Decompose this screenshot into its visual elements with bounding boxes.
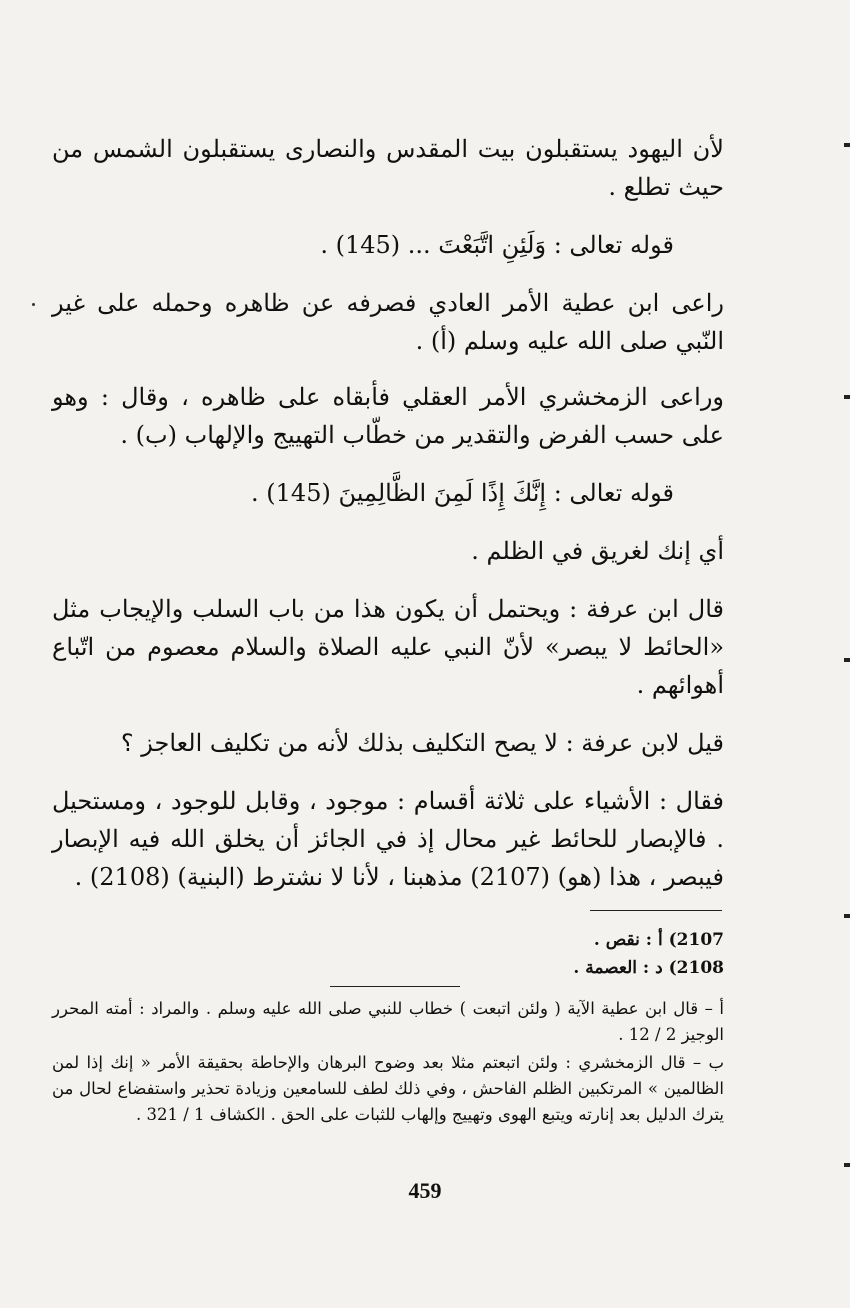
page-number: 459: [408, 1178, 442, 1203]
paragraph-3: راعى ابن عطية الأمر العادي فصرفه عن ظاهره وحمله على غير النّبي صلى الله عليه وسلم (أ) .: [52, 289, 724, 355]
margin-mark: [844, 658, 850, 662]
margin-mark: [844, 143, 850, 147]
paragraph-1: لأن اليهود يستقبلون بيت المقدس والنصارى يستقبلون الشمس من حيث تطلع .: [52, 135, 724, 201]
paragraph-8: قيل لابن عرفة : لا يصح التكليف بذلك لأنه من تكليف العاجز ؟: [120, 729, 724, 757]
paragraph-6: أي إنك لغريق في الظلم .: [471, 537, 724, 565]
paragraph-7: قال ابن عرفة : ويحتمل أن يكون هذا من باب السلب والإيجاب مثل «الحائط لا يبصر» لأنّ النبي عليه الصلاة والسلام معصوم من اتّباع أهوائهم .: [52, 595, 724, 699]
margin-mark: [844, 395, 850, 399]
variant-notes-separator: [590, 910, 722, 911]
margin-mark: [844, 914, 850, 918]
paragraph-9: فقال : الأشياء على ثلاثة أقسام : موجود ، وقابل للوجود ، ومستحيل . فالإبصار للحائط غير محال إذ في الجائز أن يخلق الله فيه الإبصار فيبصر ، هذا (هو) (2107) مذهبنا ، لأنا لا نشترط (البنية) (2108) .: [52, 787, 724, 891]
scan-speck: [32, 303, 35, 306]
variant-note-2108: 2108) د : العصمة .: [573, 958, 724, 978]
footnotes-separator: [330, 986, 460, 987]
footnote-a: أ – قال ابن عطية الآية ( ولئن اتبعت ) خطاب للنبي صلى الله عليه وسلم . والمراد : أمته المحرر الوجيز 2 / 12 .: [52, 999, 724, 1044]
paragraph-5-verse: قوله تعالى : إِنَّكَ إِذًا لَمِنَ الظَّالِمِينَ (145) .: [251, 479, 674, 507]
paragraph-4: وراعى الزمخشري الأمر العقلي فأبقاه على ظاهره ، وقال : وهو على حسب الفرض والتقدير من خطّاب التهييج والإلهاب (ب) .: [52, 383, 724, 449]
footnote-b: ب – قال الزمخشري : ولئن اتبعتم مثلا بعد وضوح البرهان والإحاطة بحقيقة الأمر « إنك إذا لمن الظالمين » المرتكبين الظلم الفاحش ، وفي ذلك لطف للسامعين وزيادة تحذير واستفضاع لحال من يترك الدليل بعد إنارته ويتبع الهوى وتهييج وإلهاب للثبات على الحق . الكشاف 1 / 321 .: [52, 1053, 724, 1124]
paragraph-2-verse: قوله تعالى : وَلَئِنِ اتَّبَعْتَ ... (145) .: [320, 231, 674, 259]
variant-note-2107: 2107) أ : نقص .: [593, 930, 724, 950]
margin-mark: [844, 1163, 850, 1167]
